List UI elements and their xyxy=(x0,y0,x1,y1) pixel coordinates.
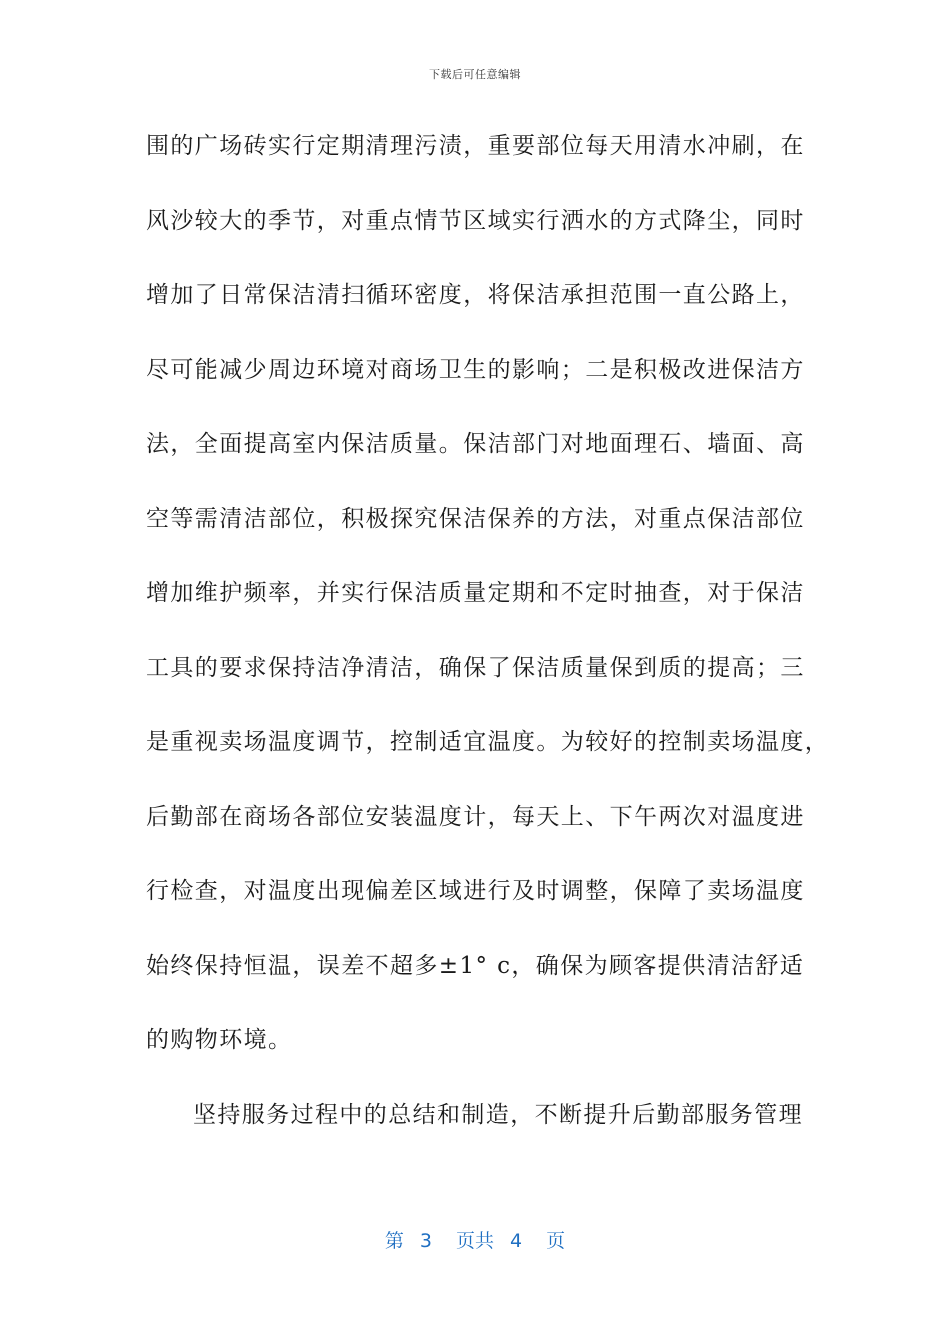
paragraph-line: 围的广场砖实行定期清理污渍，重要部位每天用清水冲刷，在 xyxy=(146,133,805,159)
page-current: 3 xyxy=(419,1230,432,1252)
paragraph-line: 是重视卖场温度调节，控制适宜温度。为较好的控制卖场温度， xyxy=(146,729,830,755)
paragraph-line-indented: 坚持服务过程中的总结和制造，不断提升后勤部服务管理 xyxy=(193,1101,803,1128)
header-note: 下载后可任意编辑 xyxy=(429,68,521,81)
paragraph-line: 始终保持恒温，误差不超多±1° c，确保为顾客提供清洁舒适 xyxy=(146,952,805,979)
page-suffix: 页 xyxy=(546,1230,566,1252)
paragraph-line: 增加维护频率，并实行保洁质量定期和不定时抽查，对于保洁 xyxy=(146,580,805,606)
paragraph-line: 法，全面提高室内保洁质量。保洁部门对地面理石、墙面、高 xyxy=(146,431,805,457)
paragraph-line: 的购物环境。 xyxy=(146,1027,293,1053)
page-prefix: 第 xyxy=(384,1230,404,1252)
page-mid: 页共 xyxy=(455,1230,494,1252)
paragraph-line: 工具的要求保持洁净清洁，确保了保洁质量保到质的提高；三 xyxy=(146,654,805,681)
page-footer xyxy=(0,1226,950,1253)
page-total: 4 xyxy=(510,1230,523,1252)
paragraph-line: 空等需清洁部位，积极探究保洁保养的方法，对重点保洁部位 xyxy=(146,505,805,532)
paragraph-line: 风沙较大的季节，对重点情节区域实行洒水的方式降尘，同时 xyxy=(146,207,805,234)
paragraph-line: 尽可能减少周边环境对商场卫生的影响；二是积极改进保洁方 xyxy=(146,356,805,383)
document-body xyxy=(146,124,830,1167)
paragraph-line: 行检查，对温度出现偏差区域进行及时调整，保障了卖场温度 xyxy=(146,878,805,904)
paragraph-line: 后勤部在商场各部位安装温度计，每天上、下午两次对温度进 xyxy=(146,803,805,830)
paragraph-line: 增加了日常保洁清扫循环密度，将保洁承担范围一直公路上， xyxy=(146,282,805,308)
